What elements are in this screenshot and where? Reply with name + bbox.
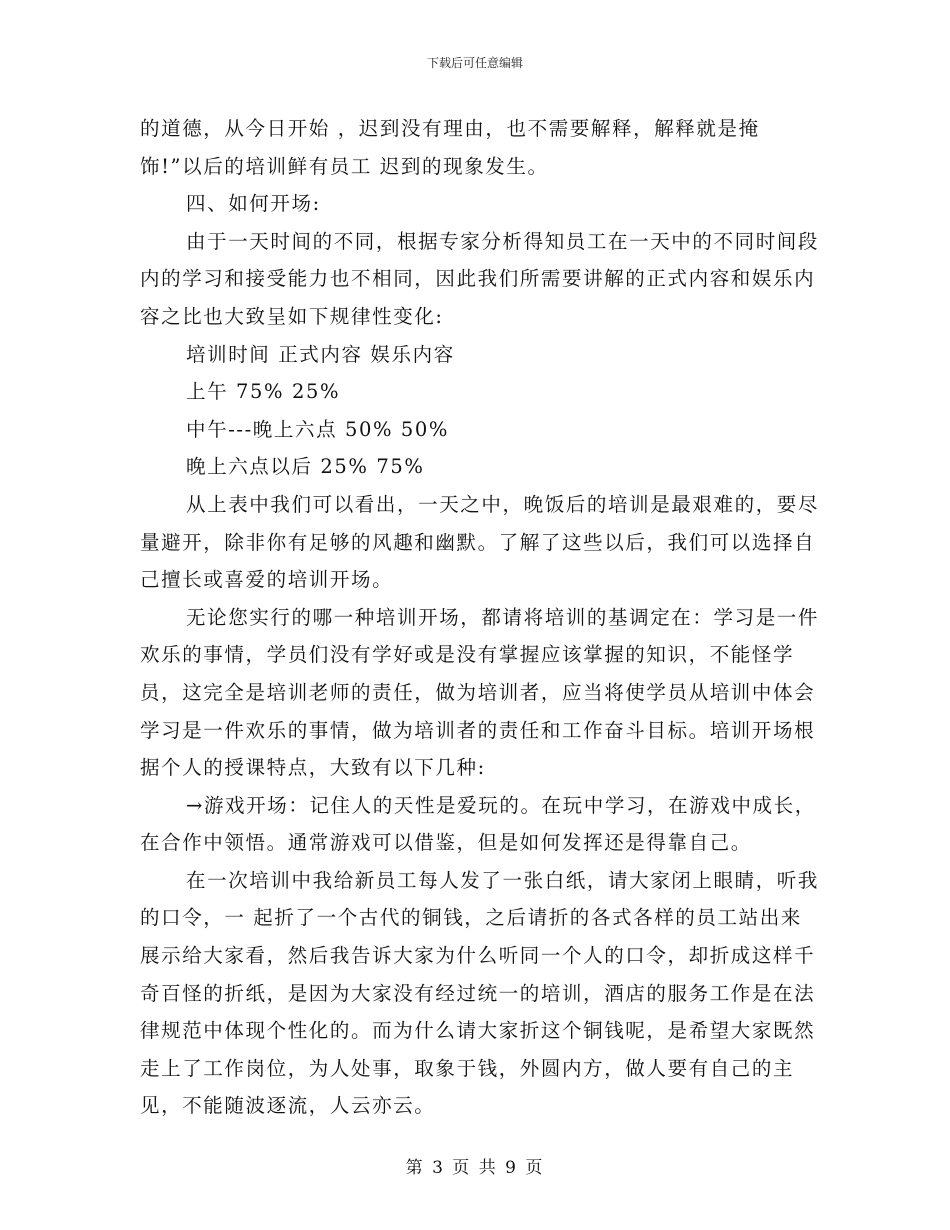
paragraph: 的道德，从今日开始 ，迟到没有理由，也不需要解释，解释就是掩饰!”以后的培训鲜有员工 迟到的现象发生。 — [140, 117, 760, 178]
page-number: 第 3 页 共 9 页 — [405, 1158, 545, 1178]
table-header-line: 培训时间 正式内容 娱乐内容 — [186, 342, 455, 366]
table-row-line: 上午 75% 25% — [186, 380, 341, 404]
paragraph: →游戏开场：记住人的天性是爱玩的。在玩中学习，在游戏中成长，在合作中领悟。通常游戏可以借鉴，但是如何发挥还是得靠自己。 — [140, 793, 816, 855]
paragraph: 从上表中我们可以看出，一天之中，晚饭后的培训是最艰难的，要尽量避开，除非你有足够的风趣和幽默。了解了这些以后，我们可以选择自己擅长或喜爱的培训开场。 — [140, 492, 820, 592]
table-row-line: 中午---晚上六点 50% 50% — [186, 417, 450, 441]
document-body — [140, 110, 820, 1125]
section-heading: 四、如何开场: — [186, 192, 321, 216]
table-row-line: 晚上六点以后 25% 75% — [186, 455, 425, 479]
paragraph: 无论您实行的哪一种培训开场，都请将培训的基调定在：学习是一件欢乐的事情，学员们没有学好或是没有掌握应该掌握的知识，不能怪学员，这完全是培训老师的责任，做为培训者，应当将使学员从培训中体会学习是一件欢乐的事情，做为培训者的责任和工作奋斗目标。培训开场根据个人的授课特点，大致有以下几种: — [140, 605, 820, 780]
paragraph: 由于一天时间的不同，根据专家分析得知员工在一天中的不同时间段内的学习和接受能力也不相同，因此我们所需要讲解的正式内容和娱乐内容之比也大致呈如下规律性变化: — [140, 229, 820, 328]
paragraph: 在一次培训中我给新员工每人发了一张白纸，请大家闭上眼睛，听我的口令，一 起折了一个古代的铜钱，之后请折的各式各样的员工站出来展示给大家看，然后我告诉大家为什么听同一个人的口令，却折成这样千奇百怪的折纸，是因为大家没有经过统一的培训，酒店的服务工作是在法律规范中体现个性化的。而为什么请大家折这个铜钱呢，是希望大家既然走上了工作岗位，为人处事，取象于钱，外圆内方，做人要有自己的主见，不能随波逐流，人云亦云。 — [140, 868, 820, 1118]
header-note: 下载后可任意编辑 — [426, 56, 523, 70]
